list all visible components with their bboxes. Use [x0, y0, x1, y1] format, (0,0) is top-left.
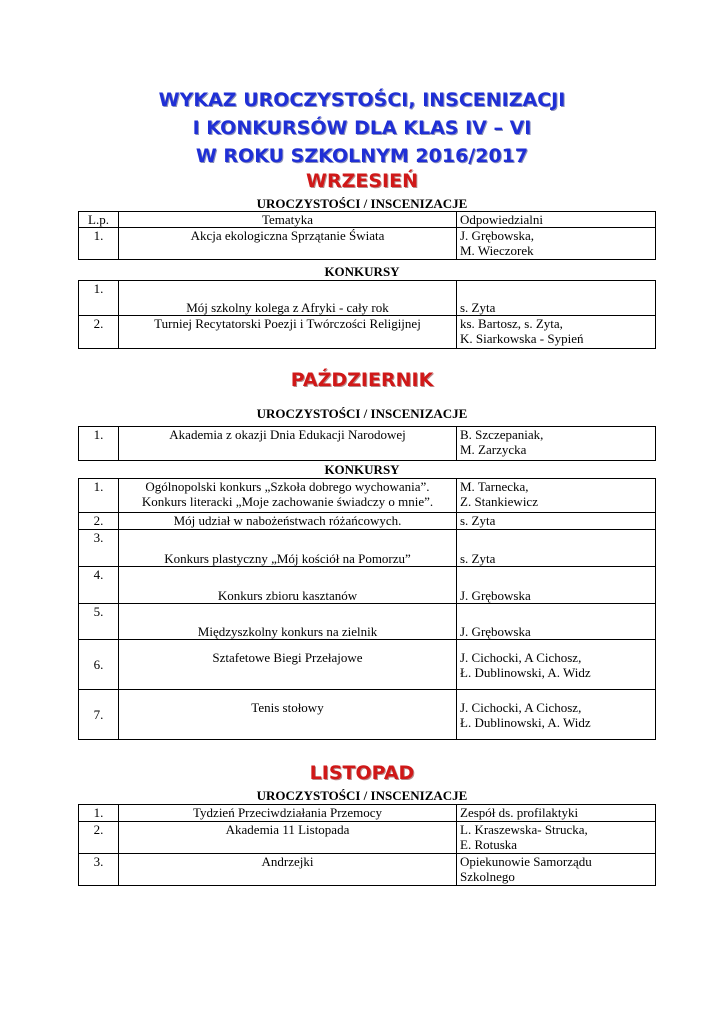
month-heading-listopad: LISTOPAD	[309, 762, 415, 784]
table-row	[79, 854, 656, 886]
table-row	[79, 822, 656, 854]
table-row	[79, 228, 656, 260]
row-lp: 1.	[79, 805, 119, 822]
table-row	[79, 281, 656, 316]
header-tematyka: Tematyka	[119, 212, 457, 228]
table-wrzesien-konkursy	[78, 280, 656, 349]
responsible-line: K. Siarkowska - Sypień	[460, 331, 584, 346]
row-topic: Akcja ekologiczna Sprzątanie Świata	[119, 228, 457, 260]
row-topic: Tenis stołowy	[119, 690, 457, 740]
responsible-line: E. Rotuska	[460, 837, 518, 852]
row-topic: Mój szkolny kolega z Afryki - cały rok	[119, 281, 457, 316]
responsible-line: J. Cichocki, A Cichosz,	[460, 650, 582, 665]
row-responsible	[457, 640, 656, 690]
row-responsible	[457, 427, 656, 461]
table-pazdziernik-uroczystosci	[78, 426, 656, 461]
table-row	[79, 640, 656, 690]
title-line-1: WYKAZ UROCZYSTOŚCI, INSCENIZACJI	[158, 89, 566, 111]
table-row	[79, 567, 656, 604]
row-topic: Akademia z okazji Dnia Edukacji Narodowej	[119, 427, 457, 461]
table-header-row	[79, 212, 656, 228]
section-heading-konkursy: KONKURSY	[324, 462, 400, 477]
topic-line: Konkurs literacki „Moje zachowanie świadczy o mnie”.	[141, 494, 434, 509]
row-responsible: s. Zyta	[457, 530, 656, 567]
row-lp: 1.	[79, 427, 119, 461]
responsible-line: M. Zarzycka	[460, 442, 527, 457]
responsible-line: Ł. Dublinowski, A. Widz	[460, 665, 591, 680]
table-pazdziernik-konkursy	[78, 478, 656, 740]
month-heading-pazdziernik: PAŹDZIERNIK	[290, 369, 434, 391]
row-lp: 6.	[79, 640, 119, 690]
table-wrzesien-uroczystosci	[78, 211, 656, 260]
row-responsible	[457, 822, 656, 854]
responsible-line: J. Grębowska,	[460, 228, 535, 243]
row-lp: 1.	[79, 479, 119, 513]
row-lp: 4.	[79, 567, 119, 604]
row-topic: Międzyszkolny konkurs na zielnik	[119, 604, 457, 640]
responsible-line: ks. Bartosz, s. Zyta,	[460, 316, 563, 331]
row-topic: Konkurs plastyczny „Mój kościół na Pomorzu”	[119, 530, 457, 567]
responsible-line: Szkolnego	[460, 869, 515, 884]
responsible-line: Opiekunowie Samorządu	[460, 854, 592, 869]
table-row	[79, 513, 656, 530]
table-row	[79, 530, 656, 567]
row-responsible	[457, 690, 656, 740]
row-topic: Tydzień Przeciwdziałania Przemocy	[119, 805, 457, 822]
row-responsible	[457, 854, 656, 886]
row-lp: 3.	[79, 854, 119, 886]
table-listopad-uroczystosci	[78, 804, 656, 886]
row-topic	[119, 479, 457, 513]
table-row	[79, 690, 656, 740]
row-lp: 2.	[79, 822, 119, 854]
document-title	[0, 86, 724, 170]
title-line-2: I KONKURSÓW DLA KLAS IV – VI	[192, 117, 532, 139]
row-lp: 1.	[79, 228, 119, 260]
responsible-line: Ł. Dublinowski, A. Widz	[460, 715, 591, 730]
header-lp: L.p.	[79, 212, 119, 228]
row-lp: 7.	[79, 690, 119, 740]
section-heading-uroczystosci: UROCZYSTOŚCI / INSCENIZACJE	[256, 406, 468, 421]
header-odpowiedzialni: Odpowiedzialni	[457, 212, 656, 228]
responsible-line: J. Cichocki, A Cichosz,	[460, 700, 582, 715]
row-responsible	[457, 228, 656, 260]
row-lp: 2.	[79, 316, 119, 349]
table-row	[79, 427, 656, 461]
row-lp: 1.	[79, 281, 119, 316]
responsible-line: M. Tarnecka,	[460, 479, 529, 494]
responsible-line: M. Wieczorek	[460, 243, 534, 258]
row-topic: Andrzejki	[119, 854, 457, 886]
month-heading-wrzesien: WRZESIEŃ	[306, 170, 418, 192]
table-row	[79, 805, 656, 822]
section-heading-uroczystosci: UROCZYSTOŚCI / INSCENIZACJE	[256, 196, 468, 211]
row-lp: 5.	[79, 604, 119, 640]
row-responsible: J. Grębowska	[457, 567, 656, 604]
row-responsible: Zespół ds. profilaktyki	[457, 805, 656, 822]
row-topic: Konkurs zbioru kasztanów	[119, 567, 457, 604]
row-responsible: J. Grębowska	[457, 604, 656, 640]
table-row	[79, 316, 656, 349]
row-lp: 2.	[79, 513, 119, 530]
row-responsible: s. Zyta	[457, 281, 656, 316]
responsible-line: Z. Stankiewicz	[460, 494, 538, 509]
row-responsible	[457, 479, 656, 513]
responsible-line: B. Szczepaniak,	[460, 427, 544, 442]
row-lp: 3.	[79, 530, 119, 567]
row-topic: Akademia 11 Listopada	[119, 822, 457, 854]
responsible-line: L. Kraszewska- Strucka,	[460, 822, 588, 837]
title-line-3: W ROKU SZKOLNYM 2016/2017	[195, 145, 529, 167]
table-row	[79, 479, 656, 513]
table-row	[79, 604, 656, 640]
row-responsible	[457, 316, 656, 349]
topic-line: Ogólnopolski konkurs „Szkoła dobrego wychowania”.	[145, 479, 430, 494]
row-responsible: s. Zyta	[457, 513, 656, 530]
section-heading-uroczystosci: UROCZYSTOŚCI / INSCENIZACJE	[256, 788, 468, 803]
row-topic: Mój udział w nabożeństwach różańcowych.	[119, 513, 457, 530]
section-heading-konkursy: KONKURSY	[324, 264, 400, 279]
row-topic: Turniej Recytatorski Poezji i Twórczości Religijnej	[119, 316, 457, 349]
row-topic: Sztafetowe Biegi Przełajowe	[119, 640, 457, 690]
